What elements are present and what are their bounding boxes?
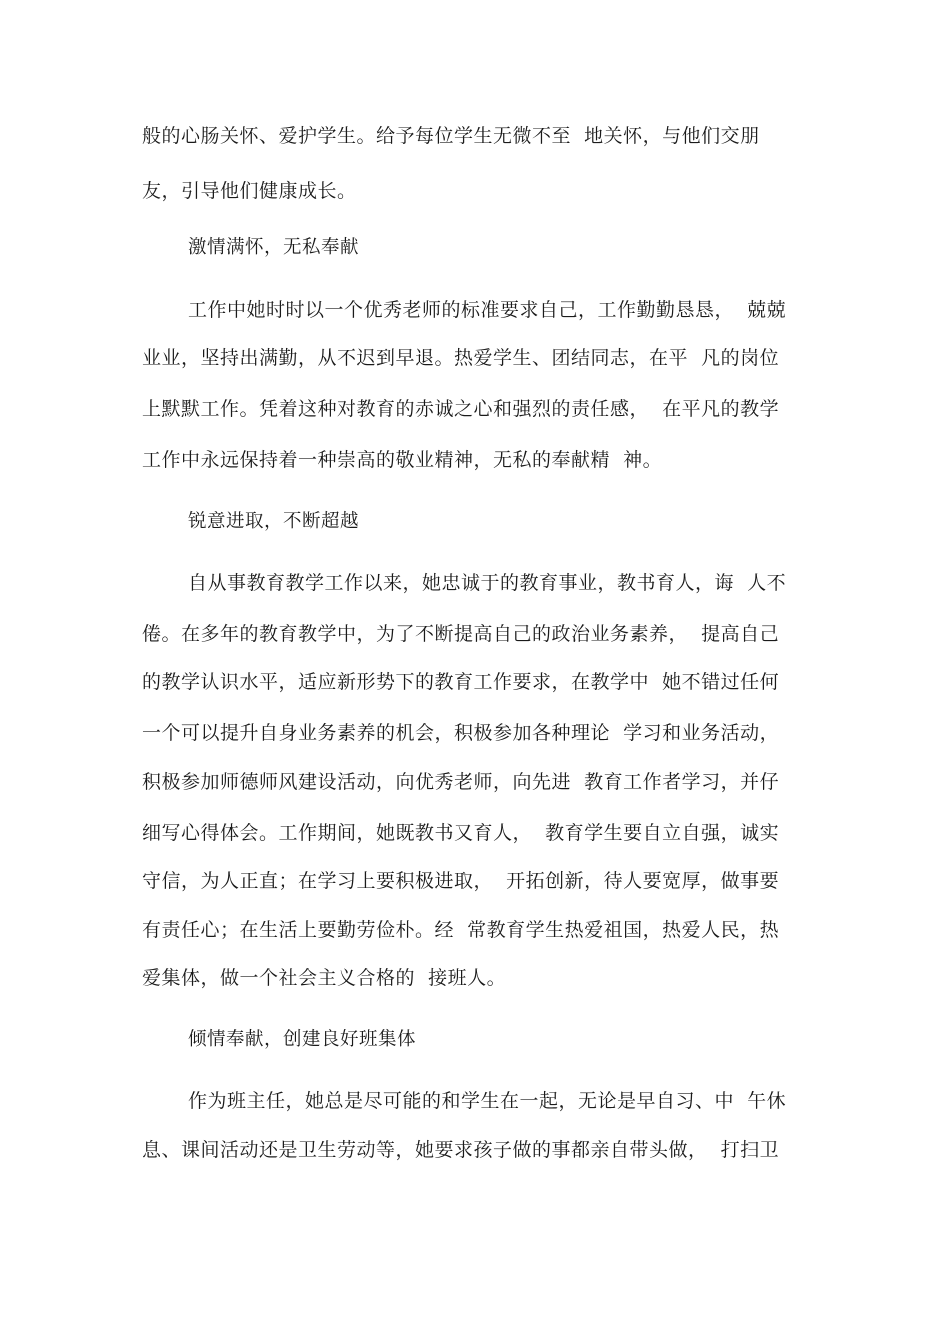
paragraph-line: 爱集体，做一个社会主义合格的 接班人。 xyxy=(142,967,507,989)
section-heading: 锐意进取，不断超越 xyxy=(188,511,360,532)
paragraph-line: 自从事教育教学工作以来，她忠诚于的教育事业，教书育人，诲 人不 xyxy=(188,572,787,594)
paragraph-line: 守信，为人正直；在学习上要积极进取， 开拓创新，待人要宽厚，做事要 xyxy=(142,870,780,892)
paragraph-line: 友，引导他们健康成长。 xyxy=(142,180,357,202)
paragraph-line: 工作中她时时以一个优秀老师的标准要求自己，工作勤勤恳恳， 兢兢 xyxy=(188,299,787,321)
paragraph-line: 一个可以提升自身业务素养的机会，积极参加各种理论 学习和业务活动， xyxy=(142,722,780,744)
paragraph-line: 积极参加师德师风建设活动，向优秀老师，向先进 教育工作者学习，并仔 xyxy=(142,771,780,793)
paragraph-line: 息、课间活动还是卫生劳动等，她要求孩子做的事都亲自带头做， 打扫卫 xyxy=(142,1139,780,1161)
paragraph-line: 作为班主任，她总是尽可能的和学生在一起，无论是早自习、中 午休 xyxy=(188,1090,787,1112)
paragraph-line: 上默默工作。凭着这种对教育的赤诚之心和强烈的责任感， 在平凡的教学 xyxy=(142,398,780,420)
paragraph-line: 细写心得体会。工作期间，她既教书又育人， 教育学生要自立自强，诚实 xyxy=(142,822,780,844)
paragraph-line: 工作中永远保持着一种崇高的敬业精神，无私的奉献精 神。 xyxy=(142,449,663,471)
paragraph-line: 业业，坚持出满勤，从不迟到早退。热爱学生、团结同志，在平 凡的岗位 xyxy=(142,347,780,369)
section-heading: 倾情奉献，创建良好班集体 xyxy=(188,1029,417,1050)
paragraph-line: 般的心肠关怀、爱护学生。给予每位学生无微不至 地关怀，与他们交朋 xyxy=(142,125,760,147)
section-heading: 激情满怀，无私奉献 xyxy=(188,237,360,258)
paragraph-line: 倦。在多年的教育教学中，为了不断提高自己的政治业务素养， 提高自己 xyxy=(142,623,780,645)
paragraph-line: 有责任心；在生活上要勤劳俭朴。经 常教育学生热爱祖国，热爱人民，热 xyxy=(142,919,780,941)
paragraph-line: 的教学认识水平，适应新形势下的教育工作要求，在教学中 她不错过任何 xyxy=(142,671,780,693)
